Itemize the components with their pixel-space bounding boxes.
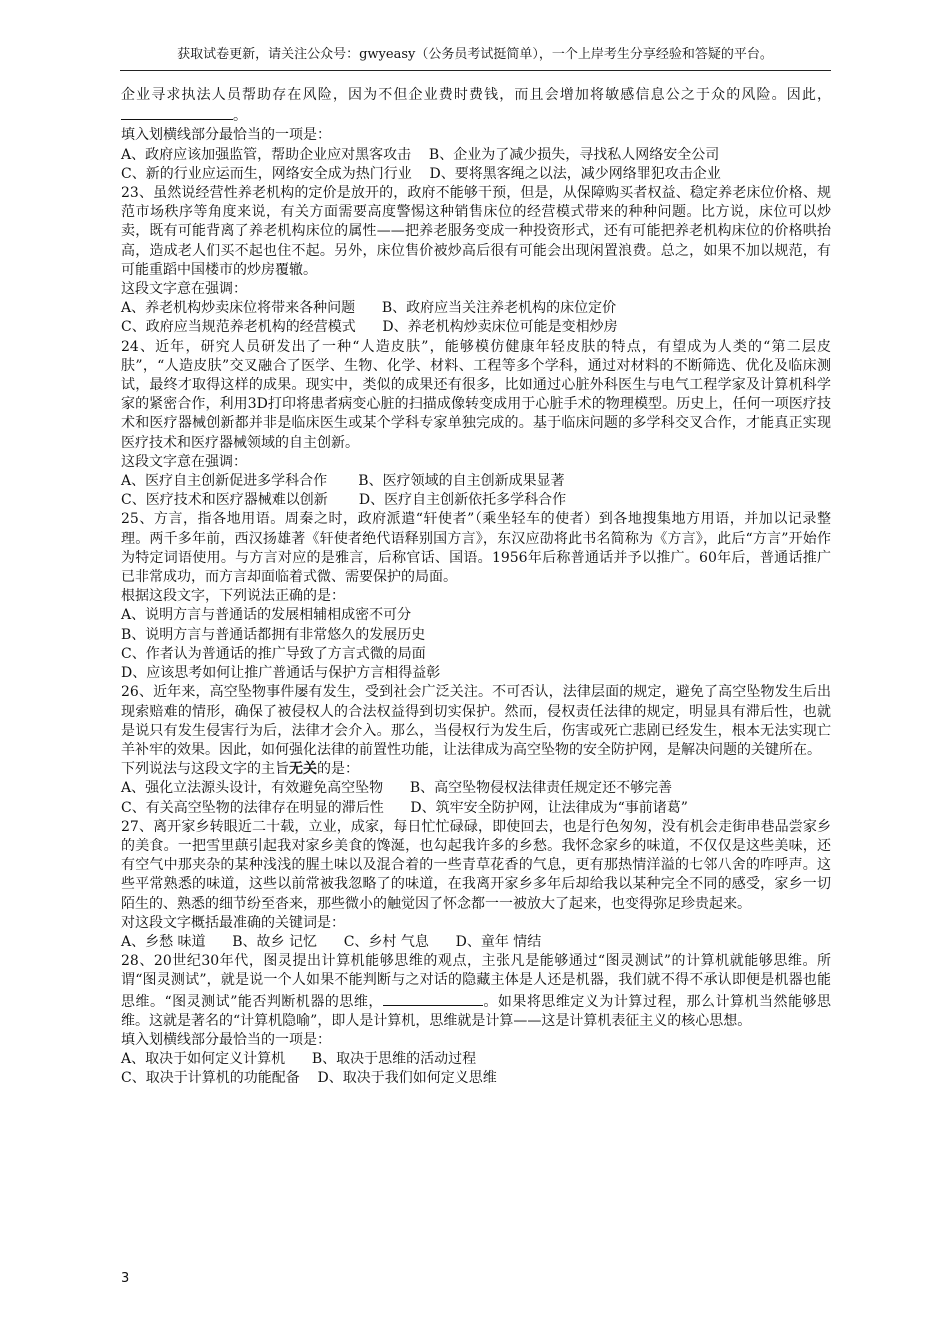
q27-option-a: A、乡愁 味道 <box>121 933 206 950</box>
q24-option-c: C、医疗技术和医疗器械难以创新 <box>121 492 328 509</box>
q22-option-a-b <box>121 146 831 165</box>
q25-option-b: B、说明方言与普通话都拥有非常悠久的发展历史 <box>121 626 426 643</box>
q28-option-b: B、取决于思维的活动过程 <box>311 1051 477 1068</box>
q22-option-d: D、要将黑客绳之以法，减少网络罪犯攻击企业 <box>429 165 721 182</box>
q27-option-d: D、童年 情结 <box>455 933 542 950</box>
q28-option-c-d <box>121 1069 831 1088</box>
q23-option-a-b <box>121 299 831 318</box>
q28-option-d: D、取决于我们如何定义思维 <box>317 1070 497 1087</box>
q26-option-b: B、高空坠物侵权法律责任规定还不够完善 <box>409 780 673 797</box>
q23-option-c: C、政府应当规范养老机构的经营模式 <box>121 319 356 336</box>
q25-text: 25、方言，指各地用语。周秦之时，政府派遣“轩使者”（乘坐轻车的使者）到各地搜集地方用语，并加以记录整理。两千多年前，西汉扬雄著《轩使者绝代语释别国方言》，东汉应劭将此书名简称为《方言》，此后“方言”开始作为特定词语使用。与方言对应的是雅言，后称官话、国语。1956年后称普通话并予以推广。60年后，普通话推广已非常成功，而方言却面临着式微、需要保护的局面。 <box>121 511 831 586</box>
q26-option-a: A、强化立法源头设计，有效避免高空坠物 <box>121 780 384 797</box>
q28-prompt: 填入划横线部分最恰当的一项是： <box>121 1031 331 1048</box>
q23-option-c-d <box>121 318 831 337</box>
q23-prompt: 这段文字意在强调： <box>121 281 247 298</box>
page-header-notice: 获取试卷更新，请关注公众号：gwyeasy（公务员考试挺简单），一个上岸考生分享经验和答疑的平台。 <box>177 47 773 62</box>
q22-option-b: B、企业为了减少损失，寻找私人网络安全公司 <box>428 146 720 163</box>
q22-option-c-d <box>121 165 831 184</box>
q24-option-a-b <box>121 472 831 491</box>
q23-option-a: A、养老机构炒卖床位将带来各种问题 <box>121 300 356 317</box>
q28-text <box>121 952 831 1031</box>
q26-option-a-b <box>121 779 831 798</box>
q27-prompt: 对这段文字概括最准确的关键词是： <box>121 914 345 931</box>
q27-option-b: B、故乡 记忆 <box>232 933 318 950</box>
q25-option-c: C、作者认为普通话的推广导致了方言式微的局面 <box>121 645 426 662</box>
header-divider <box>120 70 831 71</box>
q22-prompt: 填入划横线部分最恰当的一项是： <box>121 127 331 144</box>
q22-text-a: 企业寻求执法人员帮助存在风险，因为不但企业费时费钱，而且会增加将敏感信息公之于众的风险。因此， <box>121 87 831 103</box>
q26-option-d: D、筑牢安全防护网，让法律成为“事前诸葛” <box>410 799 688 816</box>
q22-answer-blank <box>121 105 233 120</box>
q28-option-a: A、取决于如何定义计算机 <box>121 1051 286 1068</box>
q27-options <box>121 933 831 952</box>
q22-text-b: 。 <box>233 108 247 125</box>
q22-option-c: C、新的行业应运而生，网络安全成为热门行业 <box>121 165 412 182</box>
q26-option-c-d <box>121 799 831 818</box>
page-number: 3 <box>121 1271 130 1286</box>
q22-option-a: A、政府应该加强监管，帮助企业应对黑客攻击 <box>121 146 412 163</box>
q26-text: 26、近年来，高空坠物事件屡有发生，受到社会广泛关注。不可否认，法律层面的规定，避免了高空坠物发生后出现索赔难的情形，确保了被侵权人的合法权益得到切实保护。然而，侵权责任法律的规定，明显具有滞后性，也就是说只有发生侵害行为后，法律才会介入。那么，当侵权行为发生后，伤害或死亡悲剧已经发生，根本无法实现亡羊补牢的效果。因此，如何强化法律的前置性功能，让法律成为高空坠物的安全防护网，是解决问题的关键所在。 <box>121 684 831 758</box>
q24-option-b: B、医疗领域的自主创新成果显著 <box>358 473 565 490</box>
q27-option-c: C、乡村 气息 <box>343 933 429 950</box>
q24-option-a: A、医疗自主创新促进多学科合作 <box>121 473 328 490</box>
q24-option-c-d <box>121 491 831 510</box>
q25-option-d: D、应该思考如何让推广普通话与保护方言相得益彰 <box>121 665 441 682</box>
q23-option-d: D、养老机构炒卖床位可能是变相炒房 <box>382 319 618 336</box>
q24-prompt: 这段文字意在强调： <box>121 453 247 470</box>
q26-prompt <box>121 760 831 779</box>
q26-prompt-b: 的是： <box>317 761 359 778</box>
q28-answer-blank <box>383 991 483 1006</box>
q24-option-d: D、医疗自主创新依托多学科合作 <box>358 492 567 509</box>
q25-option-a: A、说明方言与普通话的发展相辅相成密不可分 <box>121 607 412 624</box>
q24-text: 24、近年，研究人员研发出了一种“人造皮肤”，能够模仿健康年轻皮肤的特点，有望成为人类的“第二层皮肤”，“人造皮肤”交叉融合了医学、生物、化学、材料、工程等多个学科，通过对材料的不断筛选、优化及临床测试，最终才取得这样的成果。现实中，类似的成果还有很多，比如通过心脏外科医生与电气工程学家及计算机科学家的紧密合作，利用3D打印将患者病变心脏的扫描成像转变成用于心脏手术的物理模型。历史上，任何一项医疗技术和医疗器械创新都并非是临床医生或某个学科专家单独完成的。基于临床问题的多学科交叉合作，才能真正实现医疗技术和医疗器械领域的自主创新。 <box>121 338 831 451</box>
q28-text-b: 。如果将思维定义为计算过程，那么计算机当然能够思维。这就是著名的“计算机隐喻”，即人是计算机，思维就是计算——这是计算机表征主义的核心思想。 <box>121 993 831 1029</box>
q26-prompt-a: 下列说法与这段文字的主旨 <box>121 761 289 778</box>
q22-text <box>121 86 831 126</box>
q26-option-c: C、有关高空坠物的法律存在明显的滞后性 <box>121 799 384 816</box>
q28-text-a: 28、20世纪30年代，图灵提出计算机能够思维的观点，主张凡是能够通过“图灵测试”的计算机就能够思维。所谓“图灵测试”，就是说一个人如果不能判断与之对话的隐藏主体是人还是机器，我们就不得不承认即便是机器也能思维。“图灵测试”能否判断机器的思维， <box>121 953 831 1010</box>
q28-option-c: C、取决于计算机的功能配备 <box>121 1070 300 1087</box>
q26-prompt-emphasis: 无关 <box>289 761 317 778</box>
exam-content <box>121 86 831 1089</box>
q28-option-a-b <box>121 1050 831 1069</box>
q23-option-b: B、政府应当关注养老机构的床位定价 <box>381 300 617 317</box>
q23-text: 23、虽然说经营性养老机构的定价是放开的，政府不能够干预，但是，从保障购买者权益、稳定养老床位价格、规范市场秩序等角度来说，有关方面需要高度警惕这种销售床位的经营模式带来的种种问题。比方说，床位可以炒卖，既有可能背离了养老机构床位的属性——把养老服务变成一种投资形式，还有可能把养老机构床位的价格哄抬高，造成老人们买不起也住不起。另外，床位售价被炒高后很有可能会出现闲置浪费。总之，如果不加以规范，有可能重蹈中国楼市的炒房覆辙。 <box>121 185 831 278</box>
q25-prompt: 根据这段文字，下列说法正确的是： <box>121 588 345 605</box>
q27-text: 27、离开家乡转眼近二十载，立业，成家，每日忙忙碌碌，即使回去，也是行色匆匆，没有机会走街串巷品尝家乡的美食。一把雪里蕻引起我对家乡美食的馋涎，也勾起我许多的乡愁。我怀念家乡的味道，不仅仅是这些美味，还有空气中那夹杂的某种浅浅的腥土味以及混合着的一些青草花香的气息，更有那热情洋溢的七邻八舍的咋呼声。这些平常熟悉的味道，这些以前常被我忽略了的味道，在我离开家乡多年后却给我以某种完全不同的感受，家乡一切陌生的、熟悉的细节纷至沓来，那些微小的触觉因了怀念都一一被放大了起来，也变得弥足珍贵起来。 <box>121 818 831 912</box>
